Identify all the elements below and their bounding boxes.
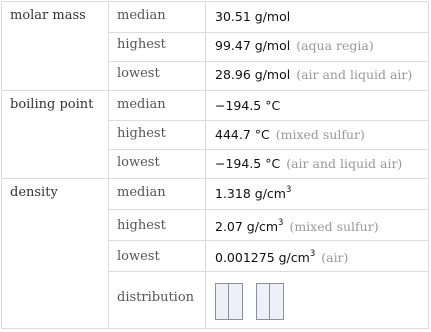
stat-value: 99.47 g/mol (aqua regia) [215, 38, 374, 53]
stat-label: highest [117, 218, 166, 233]
row-divider [108, 32, 429, 33]
stat-label: median [117, 185, 166, 200]
stat-value: −194.5 °C [215, 98, 281, 113]
stat-value: 1.318 $g/cm^3$ [215, 185, 292, 202]
stat-note: (air and liquid air) [286, 156, 403, 171]
group-divider [1, 178, 429, 179]
stat-note: (mixed sulfur) [275, 127, 365, 142]
row-divider [108, 149, 429, 150]
stat-note: (aqua regia) [296, 38, 374, 53]
stat-value: 0.001275 $g/cm^3$ (air) [215, 249, 349, 266]
stat-label: highest [117, 126, 166, 141]
row-divider [108, 120, 429, 121]
stat-value: 30.51 g/mol [215, 9, 291, 24]
row-divider [108, 271, 429, 272]
stat-label: median [117, 8, 166, 23]
row-divider [108, 240, 429, 241]
stat-label: lowest [117, 155, 160, 170]
group-divider [1, 90, 429, 91]
row-divider [108, 209, 429, 210]
stat-value: −194.5 °C (air and liquid air) [215, 156, 403, 171]
property-label-boiling-point: boiling point [10, 97, 94, 112]
stat-value: 28.96 g/mol (air and liquid air) [215, 67, 413, 82]
stat-label: lowest [117, 249, 160, 264]
stat-label: distribution [117, 290, 195, 305]
column-divider [108, 1, 109, 329]
property-label-density: density [10, 185, 58, 200]
box-plot-icon [215, 283, 243, 320]
box-plot-icon [256, 283, 284, 320]
column-divider [205, 1, 206, 329]
stat-value: 444.7 °C (mixed sulfur) [215, 127, 365, 142]
stat-note: (air) [321, 250, 349, 266]
stat-value: 2.07 $g/cm^3$ (mixed sulfur) [215, 218, 379, 235]
stat-label: median [117, 97, 166, 112]
row-divider [108, 61, 429, 62]
stat-label: lowest [117, 66, 160, 81]
stat-label: highest [117, 37, 166, 52]
stat-note: (mixed sulfur) [289, 219, 379, 235]
stat-note: (air and liquid air) [296, 67, 413, 82]
property-label-molar-mass: molar mass [10, 8, 86, 23]
